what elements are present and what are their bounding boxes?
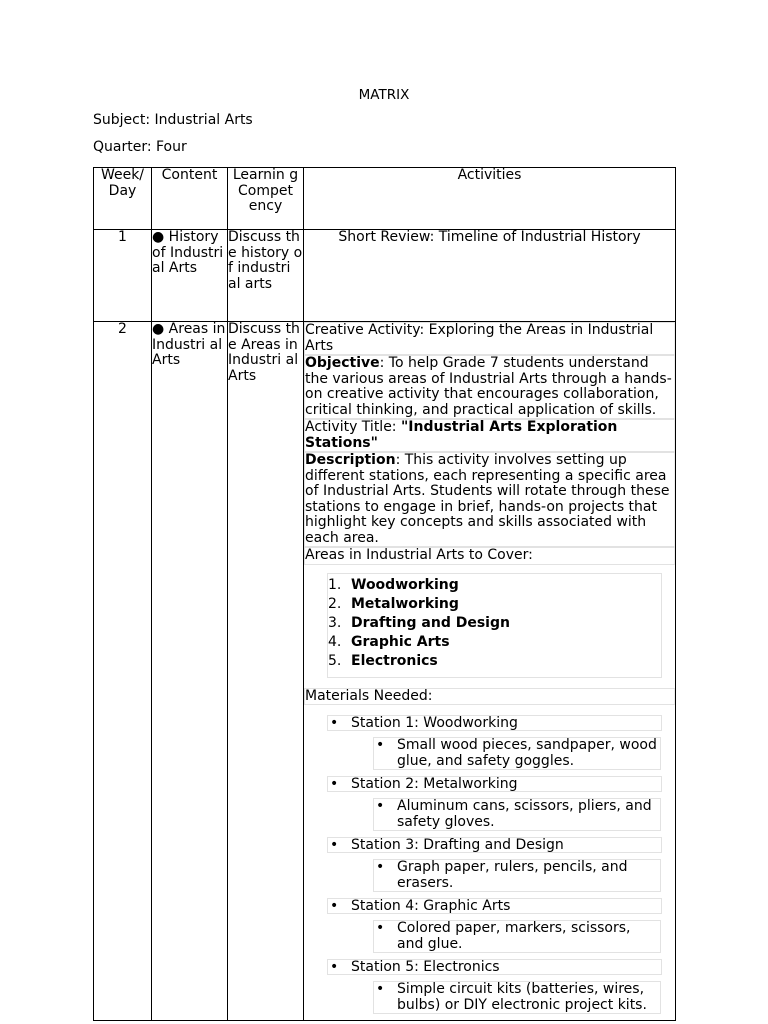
list-item: [328, 578, 661, 597]
table-row: [94, 230, 676, 322]
header-learning-competency: Learnin g Compet ency: [228, 168, 304, 230]
list-number: 1.: [328, 576, 342, 593]
description-paragraph: [304, 452, 675, 547]
list-number: 2.: [328, 595, 342, 612]
station-name: Station 4: Graphic Arts: [351, 898, 511, 914]
list-item: [328, 597, 661, 616]
area-label: Metalworking: [351, 595, 459, 612]
table-row: [94, 322, 676, 1021]
station-name: Station 3: Drafting and Design: [351, 837, 564, 853]
week-cell: 1: [94, 230, 152, 322]
station-items: Aluminum cans, scissors, pliers, and safety gloves.: [397, 798, 652, 830]
station-items: Small wood pieces, sandpaper, wood glue, and safety goggles.: [397, 737, 657, 769]
list-item: [327, 898, 675, 953]
area-label: Woodworking: [351, 576, 459, 593]
subject-line: Subject: Industrial Arts: [93, 112, 253, 128]
list-item: [327, 837, 675, 892]
description-text: : This activity involves setting up different stations, each representing a specific area of Industrial Arts. Students will rotate through these stations to engage in brief, hands-on projects that highlight key concepts and skills associated with each area.: [305, 452, 670, 546]
list-number: 5.: [328, 652, 342, 669]
table-header-row: [94, 168, 676, 230]
station-name: Station 1: Woodworking: [351, 715, 518, 731]
activity-heading: Creative Activity: Exploring the Areas in Industrial Arts: [304, 322, 675, 355]
list-number: 3.: [328, 614, 342, 631]
competency-cell: Discuss the history of industri al arts: [228, 230, 304, 322]
activity-title-line: [304, 419, 675, 452]
activity-cell: [304, 322, 676, 1021]
objective-label: Objective: [305, 355, 380, 371]
content-cell: ● History of Industri al Arts: [152, 230, 228, 322]
bullet-icon: •: [330, 715, 339, 731]
objective-paragraph: [304, 355, 675, 419]
quarter-line: Quarter: Four: [93, 139, 187, 155]
list-item: [328, 616, 661, 635]
area-label: Graphic Arts: [351, 633, 450, 650]
activity-title-label: Activity Title:: [305, 419, 401, 435]
station-name: Station 5: Electronics: [351, 959, 500, 975]
station-items: Colored paper, markers, scissors, and glue.: [397, 920, 631, 952]
areas-heading: Areas in Industrial Arts to Cover:: [304, 547, 675, 565]
materials-list: [327, 715, 675, 1014]
bullet-icon: •: [330, 837, 339, 853]
list-number: 4.: [328, 633, 342, 650]
list-item: [327, 959, 675, 1014]
bullet-icon: •: [376, 981, 385, 997]
areas-list: [327, 573, 662, 678]
bullet-icon: •: [330, 959, 339, 975]
objective-text: : To help Grade 7 students understand the various areas of Industrial Arts through a hands-on creative activity that encourages collaboration, critical thinking, and practical application of skills.: [305, 355, 672, 418]
area-label: Drafting and Design: [351, 614, 510, 631]
list-item: [327, 776, 675, 831]
area-label: Electronics: [351, 652, 438, 669]
document-title: MATRIX: [358, 87, 410, 103]
activity-cell: Short Review: Timeline of Industrial History: [304, 230, 676, 322]
list-item: [328, 635, 661, 654]
bullet-icon: •: [330, 898, 339, 914]
materials-heading: Materials Needed:: [304, 688, 675, 706]
station-items: Graph paper, rulers, pencils, and erasers.: [397, 859, 628, 891]
bullet-icon: •: [376, 737, 385, 753]
content-cell: ● Areas in Industri al Arts: [152, 322, 228, 1021]
bullet-icon: •: [330, 776, 339, 792]
header-activities: Activities: [304, 168, 676, 230]
header-week-day: Week/ Day: [94, 168, 152, 230]
matrix-table: [93, 167, 676, 1021]
description-label: Description: [305, 452, 396, 468]
activity-title-value: "Industrial Arts Exploration Stations": [305, 419, 618, 451]
list-item: [328, 654, 661, 673]
week-cell: 2: [94, 322, 152, 1021]
header-content: Content: [152, 168, 228, 230]
bullet-icon: •: [376, 859, 385, 875]
competency-cell: Discuss the Areas in Industri al Arts: [228, 322, 304, 1021]
bullet-icon: •: [376, 920, 385, 936]
bullet-icon: •: [376, 798, 385, 814]
station-items: Simple circuit kits (batteries, wires, bulbs) or DIY electronic project kits.: [397, 981, 647, 1013]
station-name: Station 2: Metalworking: [351, 776, 518, 792]
list-item: [327, 715, 675, 770]
